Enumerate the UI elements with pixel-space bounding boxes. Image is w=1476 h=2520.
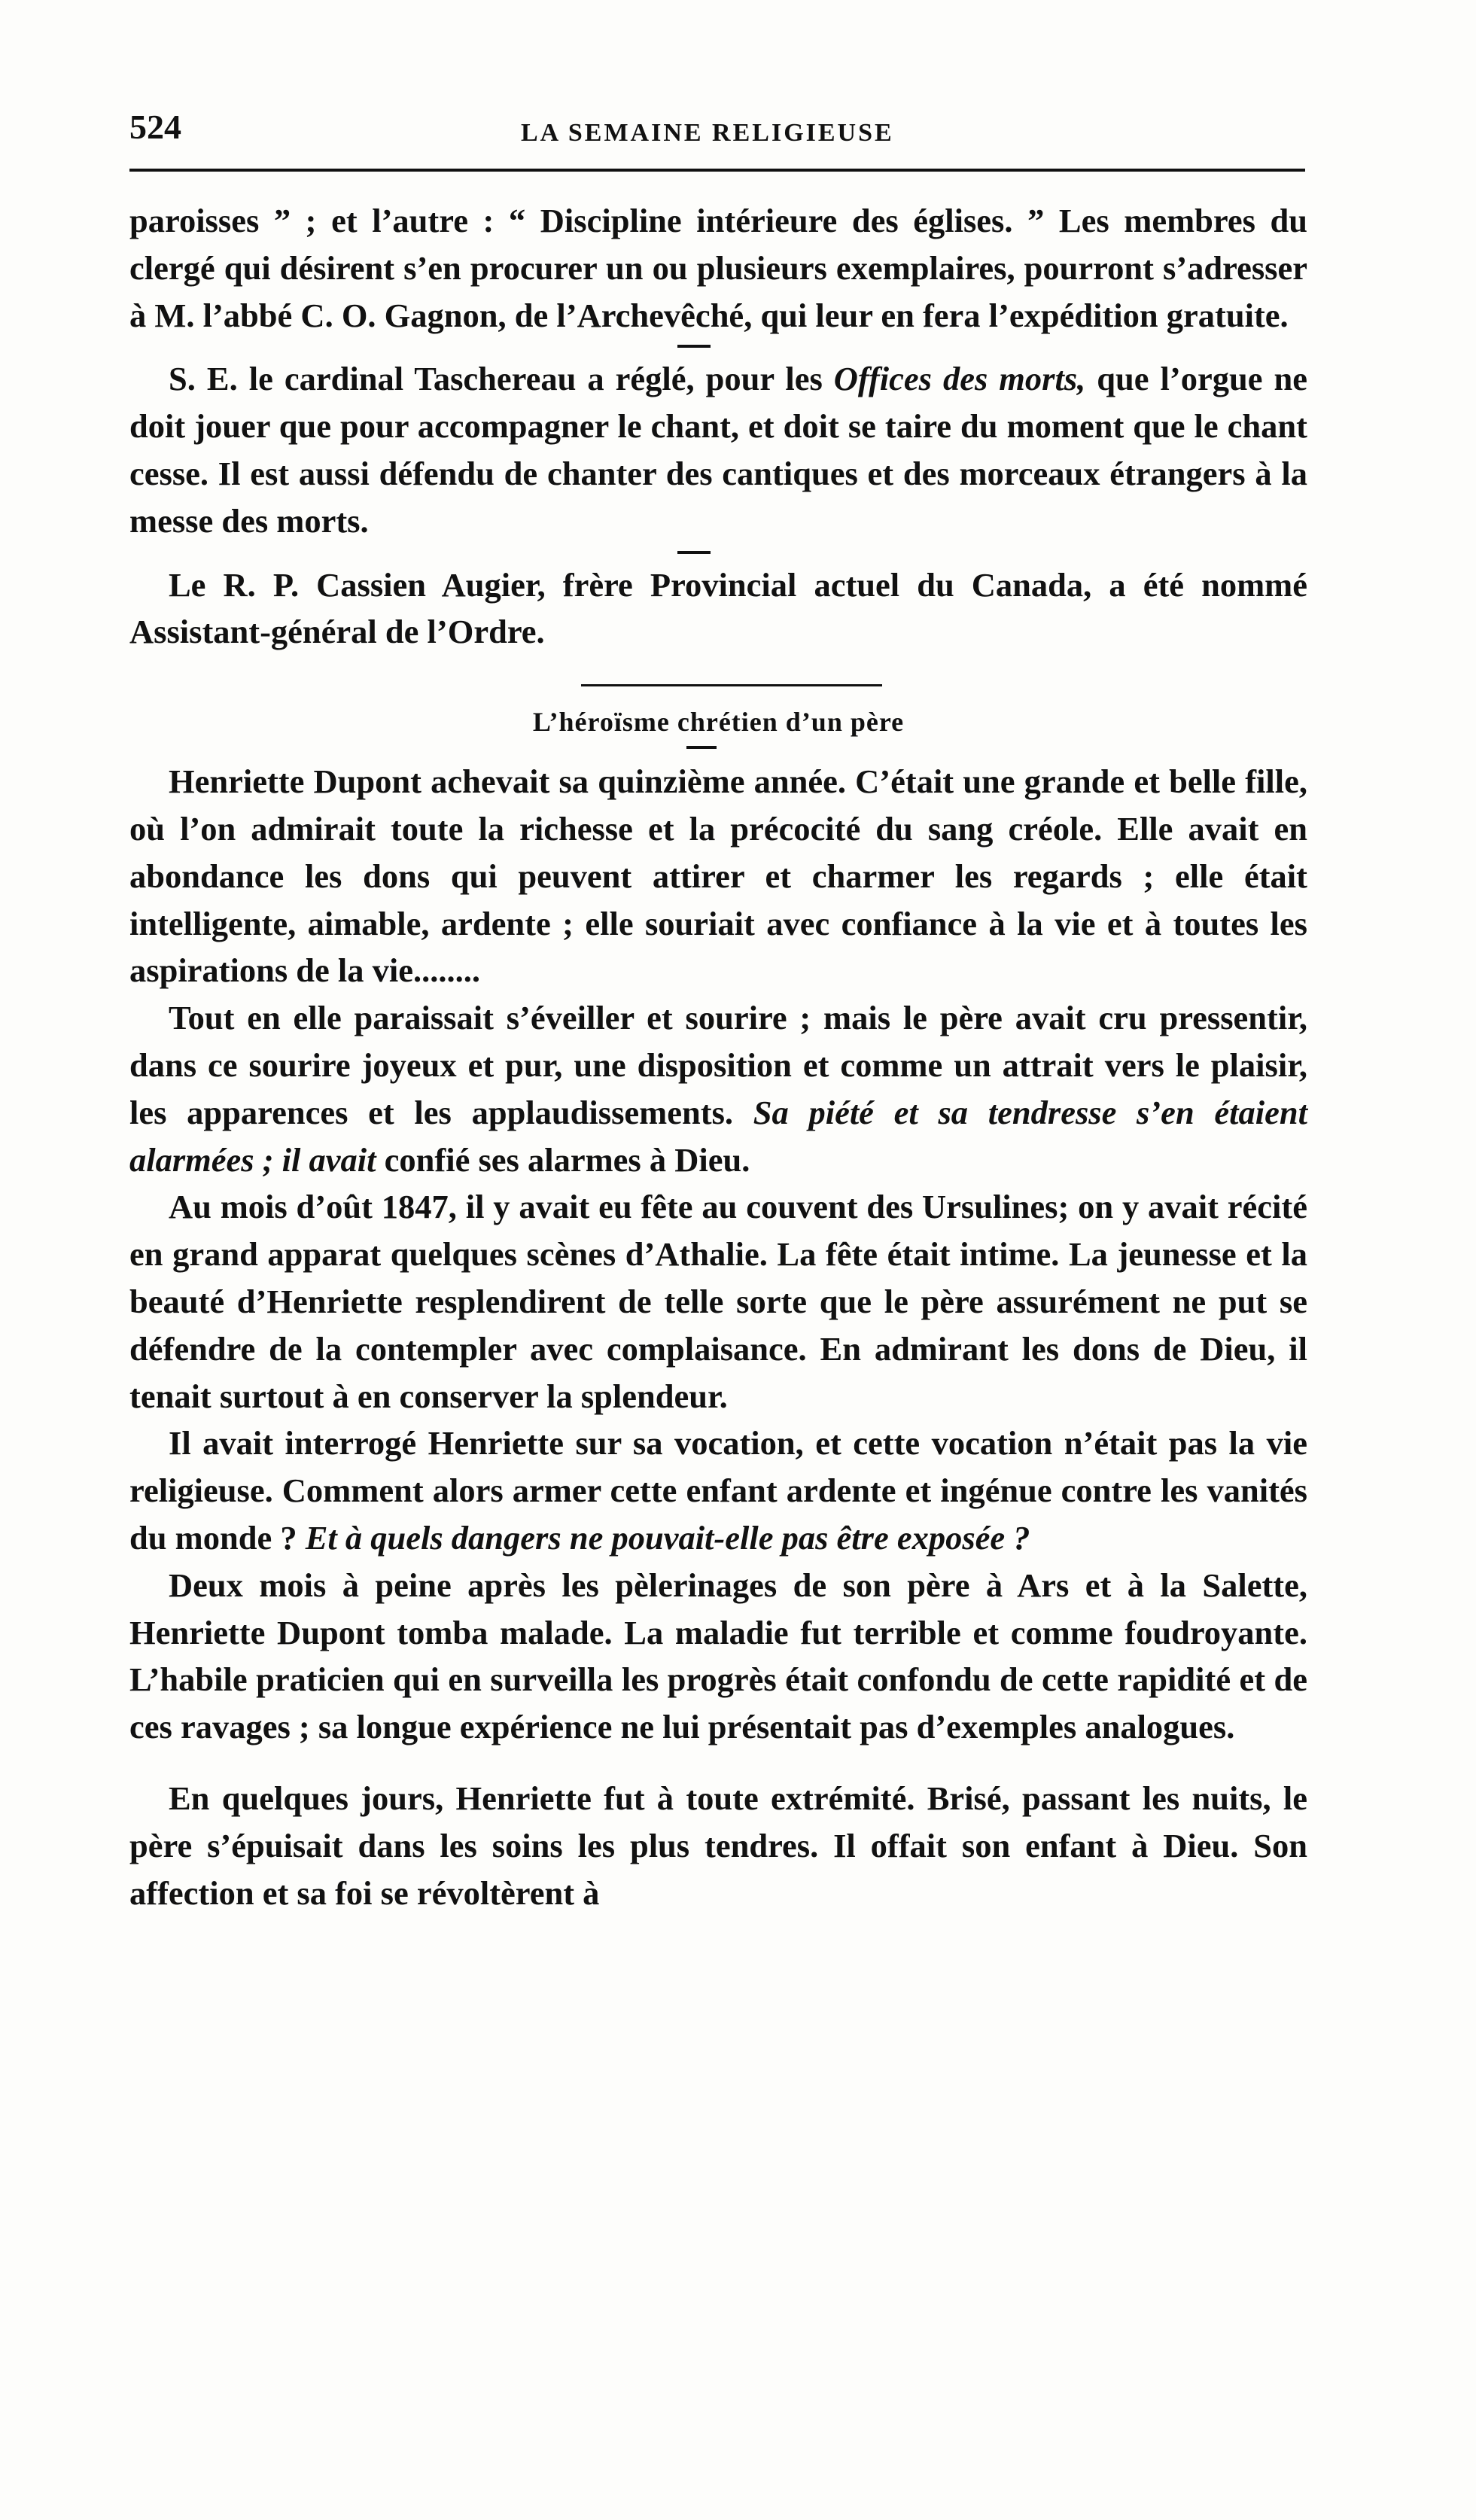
italic-segment: Offices des morts, <box>833 360 1086 398</box>
running-title: LA SEMAINE RELIGIEUSE <box>521 119 894 147</box>
paragraph-vocation <box>129 1420 1307 1561</box>
text-segment: S. E. le cardinal Taschereau a réglé, pour les <box>169 360 834 398</box>
paragraph-henriette: Henriette Dupont achevait sa quinzième année. C’était une grande et belle fille, où l’on admirait toute la richesse et la précocité du sang créole. Elle avait en abondance les dons qui peuvent attirer et charmer les regards ; elle était intelligente, aimable, ardente ; elle souriait avec confiance à la vie et à toutes les aspirations de la vie........ <box>129 762 1307 990</box>
text-segment: confié ses alarmes à Dieu. <box>376 1140 750 1179</box>
paragraph-extremite: En quelques jours, Henriette fut à toute extrémité. Brisé, passant les nuits, le père s’épuisait dans les soins les plus tendres. Il offait son enfant à Dieu. Son affection et sa foi se révoltèrent à <box>129 1779 1307 1912</box>
paragraph-announcement: paroisses ” ; et l’autre : “ Discipline intérieure des églises. ” Les membres du clergé qui désirent s’en procurer un ou plusieurs exemplaires, pourront s’adresser à M. l’abbé C. O. Gagnon, de l’Archevêché, qui leur en fera l’expédition gratuite. <box>129 202 1307 334</box>
paragraph-gap <box>129 1751 1307 1775</box>
page-header <box>129 96 1305 157</box>
text-segment: que l’orgue ne doit jouer que pour accompagner le chant, et doit se taire du moment que le chant cesse. Il est aussi défendu de chanter des cantiques et des morceaux étrangers à la messe des morts. <box>129 360 1307 540</box>
separator-dash <box>129 545 1307 562</box>
paragraph-maladie: Deux mois à peine après les pèlerinages de son père à Ars et à la Salette, Henriette Dupont tomba malade. La maladie fut terrible et comme foudroyante. L’habile praticien qui en surveilla les progrès était confondu de cette rapidité et de ces ravages ; sa longue expérience ne lui présentait pas d’exemples analogues. <box>129 1566 1307 1746</box>
section-rule <box>129 656 1307 699</box>
section-title: L’héroïsme chrétien d’un père <box>532 707 905 738</box>
italic-segment: Sa piété et sa tendresse s’en étaient alarmées ; il avait <box>129 1093 1307 1179</box>
paragraph-ursulines: Au mois d’oût 1847, il y avait eu fête au couvent des Ursulines; on y avait récité en grand apparat quelques scènes d’Athalie. La fête était intime. La jeunesse et la beauté d’Henriette resplendirent de telle sorte que le père assurément ne put se défendre de la contempler avec complaisance. En admirant les dons de Dieu, il tenait surtout à en conserver la splendeur. <box>129 1188 1307 1415</box>
paragraph-nomination: Le R. P. Cassien Augier, frère Provincial actuel du Canada, a été nommé Assistant-général de l’Ordre. <box>129 565 1307 651</box>
paragraph-offices-des-morts <box>129 355 1307 544</box>
header-rule <box>129 169 1305 172</box>
page-number: 524 <box>129 108 181 146</box>
text-segment: Tout en elle paraissait s’éveiller et sourire ; mais le père avait cru pressentir, dans ce sourire joyeux et pur, une disposition et comme un attrait vers le plaisir, les apparences et les applaudissements. <box>129 999 1307 1131</box>
title-dash <box>129 744 1307 758</box>
body-text <box>129 197 1307 1916</box>
text-segment: Il avait interrogé Henriette sur sa vocation, et cette vocation n’était pas la vie religieuse. Comment alors armer cette enfant ardente et ingénue contre les vanités du monde ? <box>129 1424 1307 1557</box>
italic-segment: Et à quels dangers ne pouvait-elle pas être exposée ? <box>305 1518 1030 1557</box>
separator-dash <box>129 339 1307 355</box>
paragraph-sourire <box>129 994 1307 1183</box>
